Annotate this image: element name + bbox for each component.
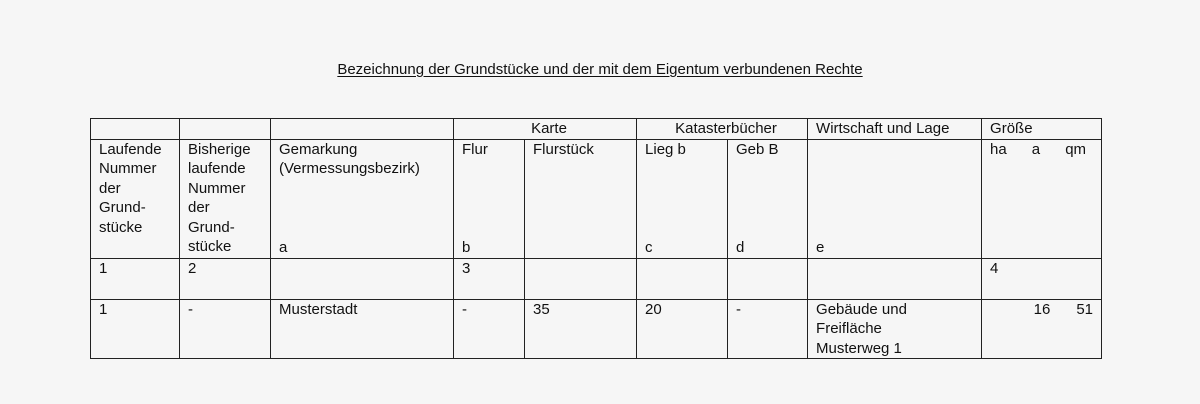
header-groesse: Größe: [982, 119, 1102, 140]
subheader-line: stücke: [188, 238, 232, 255]
numbering-cell: 2: [180, 258, 271, 299]
column-letter-d: d: [736, 239, 745, 256]
subheader-line: Flur: [462, 140, 488, 158]
property-table: [90, 118, 1102, 359]
value-a: 16: [1033, 300, 1051, 318]
unit-ha: ha: [990, 140, 1007, 158]
wirtschaft-line: Musterweg 1: [816, 339, 902, 357]
groesse-values: [990, 300, 1101, 320]
subheader-line: (Vermessungsbezirk): [279, 160, 420, 177]
subheader-laufende: [91, 139, 180, 258]
table-numbering-row: [91, 258, 1102, 299]
document-title: Bezeichnung der Grundstücke und der mit dem Eigentum verbundenen Rechte: [337, 61, 863, 78]
subheader-flurstueck: [525, 139, 637, 258]
subheader-line: Gemarkung: [279, 140, 358, 158]
subheader-flur: [454, 139, 525, 258]
column-letter-a: a: [279, 239, 288, 256]
numbering-cell: 3: [454, 258, 525, 299]
numbering-cell: [808, 258, 982, 299]
cell-flur: -: [454, 299, 525, 359]
subheader-geb: [728, 139, 808, 258]
subheader-line: Geb B: [736, 140, 779, 158]
subheader-groesse: [982, 139, 1102, 258]
unit-a: a: [1031, 140, 1041, 158]
subheader-line: Bisherige: [188, 140, 251, 158]
subheader-wirtschaft: [808, 139, 982, 258]
subheader-line: der: [188, 199, 210, 216]
cell-laufende: 1: [91, 299, 180, 359]
numbering-cell: [525, 258, 637, 299]
subheader-lieg: [637, 139, 728, 258]
cell-lieg: 20: [637, 299, 728, 359]
cell-groesse: [982, 299, 1102, 359]
cell-geb: -: [728, 299, 808, 359]
cell-bisherige: -: [180, 299, 271, 359]
column-letter-e: e: [816, 239, 825, 256]
numbering-cell: 4: [982, 258, 1102, 299]
numbering-cell: [728, 258, 808, 299]
subheader-line: laufende: [188, 160, 246, 177]
header-katasterbuecher: Katasterbücher: [637, 119, 808, 140]
cell-gemarkung: Musterstadt: [271, 299, 454, 359]
subheader-line: Laufende: [99, 140, 162, 158]
subheader-line: Flurstück: [533, 140, 594, 158]
header-wirtschaft: Wirtschaft und Lage: [808, 119, 982, 140]
unit-qm: qm: [1065, 140, 1087, 158]
subheader-line: Lieg b: [645, 140, 686, 158]
table-row: [91, 299, 1102, 359]
column-letter-b: b: [462, 239, 471, 256]
subheader-line: Grund-: [188, 218, 235, 236]
cell-wirtschaft: [808, 299, 982, 359]
numbering-cell: 1: [91, 258, 180, 299]
wirtschaft-line: Gebäude und: [816, 300, 907, 318]
header-karte: Karte: [454, 119, 637, 140]
numbering-cell: [271, 258, 454, 299]
table-subheader-row: [91, 139, 1102, 258]
header-empty-cell: [180, 119, 271, 140]
subheader-line: stücke: [99, 218, 143, 236]
table-header-row: [91, 119, 1102, 140]
subheader-line: Nummer: [99, 160, 157, 177]
cell-flurstueck: 35: [525, 299, 637, 359]
subheader-line: der: [99, 179, 121, 197]
subheader-gemarkung: [271, 139, 454, 258]
groesse-units: [990, 140, 1096, 160]
wirtschaft-line: Freifläche: [816, 320, 882, 337]
subheader-line: Nummer: [188, 179, 246, 197]
subheader-line: Grund-: [99, 199, 146, 216]
numbering-cell: [637, 258, 728, 299]
header-empty-cell: [271, 119, 454, 140]
value-qm: 51: [1076, 300, 1094, 318]
header-empty-cell: [91, 119, 180, 140]
subheader-bisherige: [180, 139, 271, 258]
column-letter-c: c: [645, 239, 653, 256]
